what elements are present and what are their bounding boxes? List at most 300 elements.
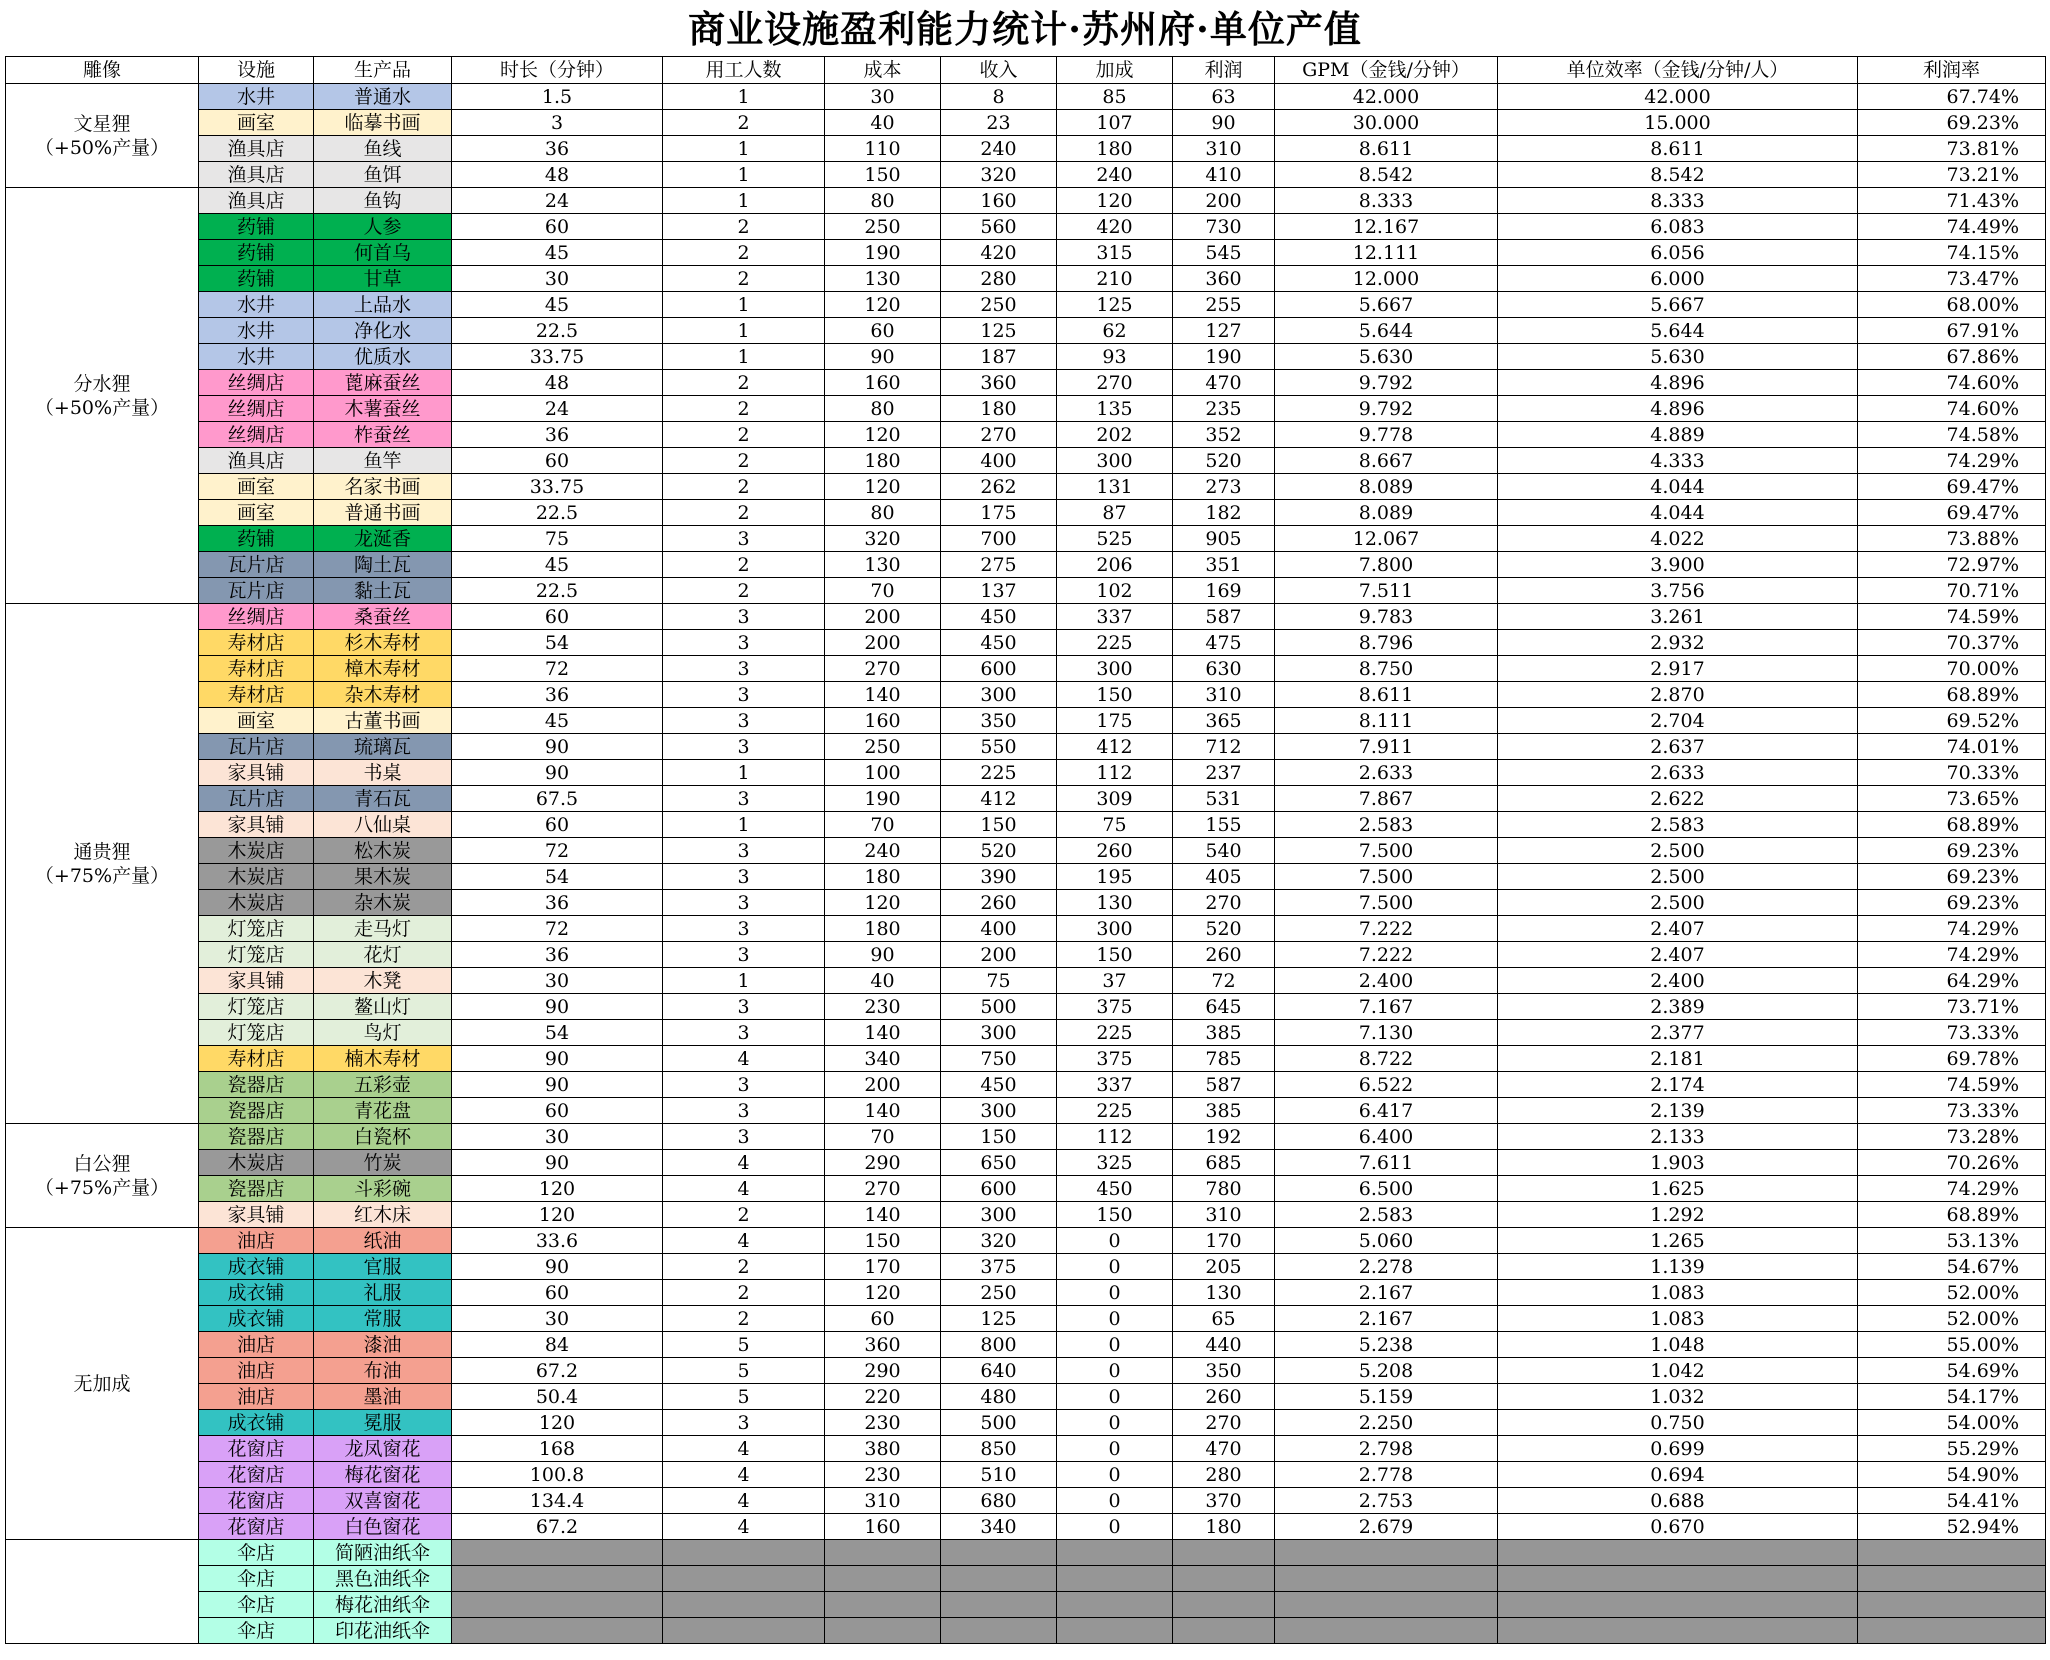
duration-cell: 67.2	[452, 1514, 663, 1540]
bonus-cell: 62	[1057, 318, 1173, 344]
facility-cell: 伞店	[199, 1618, 314, 1644]
margin-cell: 74.15%	[1858, 240, 2046, 266]
duration-cell: 54	[452, 1020, 663, 1046]
bonus-cell: 0	[1057, 1228, 1173, 1254]
gpm-cell: 7.800	[1275, 552, 1498, 578]
facility-cell: 丝绸店	[199, 604, 314, 630]
product-cell: 青花盘	[314, 1098, 452, 1124]
profit-cell: 587	[1173, 1072, 1275, 1098]
profit-cell: 587	[1173, 604, 1275, 630]
gpm-cell: 2.400	[1275, 968, 1498, 994]
cost-cell: 180	[825, 916, 941, 942]
product-cell: 常服	[314, 1306, 452, 1332]
duration-cell: 36	[452, 682, 663, 708]
table-row	[6, 1020, 2046, 1046]
profit-cell: 352	[1173, 422, 1275, 448]
table-row	[6, 1358, 2046, 1384]
cost-cell: 170	[825, 1254, 941, 1280]
unit-efficiency-cell: 1.083	[1498, 1306, 1858, 1332]
bonus-cell: 309	[1057, 786, 1173, 812]
revenue-cell: 125	[941, 318, 1057, 344]
product-cell: 杂木炭	[314, 890, 452, 916]
workers-cell: 4	[663, 1488, 825, 1514]
gpm-cell: 9.792	[1275, 396, 1498, 422]
gpm-cell: 5.630	[1275, 344, 1498, 370]
margin-cell: 52.00%	[1858, 1280, 2046, 1306]
duration-cell: 72	[452, 656, 663, 682]
facility-cell: 画室	[199, 708, 314, 734]
duration-cell: 45	[452, 552, 663, 578]
margin-cell: 68.89%	[1858, 1202, 2046, 1228]
facility-cell: 药铺	[199, 214, 314, 240]
profit-cell: 237	[1173, 760, 1275, 786]
product-cell: 梅花窗花	[314, 1462, 452, 1488]
workers-cell: 3	[663, 864, 825, 890]
statue-group-cell	[6, 1124, 199, 1228]
bonus-cell: 37	[1057, 968, 1173, 994]
duration-cell: 60	[452, 1098, 663, 1124]
product-cell: 龙凤窗花	[314, 1436, 452, 1462]
gpm-cell: 8.111	[1275, 708, 1498, 734]
cost-cell: 190	[825, 240, 941, 266]
empty-cell	[663, 1566, 825, 1592]
cost-cell: 60	[825, 1306, 941, 1332]
table-row	[6, 1566, 2046, 1592]
facility-cell: 药铺	[199, 266, 314, 292]
revenue-cell: 240	[941, 136, 1057, 162]
gpm-cell: 2.778	[1275, 1462, 1498, 1488]
empty-cell	[663, 1540, 825, 1566]
workers-cell: 2	[663, 1306, 825, 1332]
cost-cell: 140	[825, 1020, 941, 1046]
facility-cell: 丝绸店	[199, 422, 314, 448]
table-row	[6, 1488, 2046, 1514]
cost-cell: 120	[825, 422, 941, 448]
cost-cell: 90	[825, 344, 941, 370]
workers-cell: 2	[663, 1202, 825, 1228]
bonus-cell: 0	[1057, 1306, 1173, 1332]
revenue-cell: 680	[941, 1488, 1057, 1514]
revenue-cell: 275	[941, 552, 1057, 578]
unit-efficiency-cell: 1.139	[1498, 1254, 1858, 1280]
table-row	[6, 1254, 2046, 1280]
bonus-cell: 135	[1057, 396, 1173, 422]
profit-cell: 360	[1173, 266, 1275, 292]
statue-bonus: （+50%产量）	[34, 136, 170, 159]
unit-efficiency-cell: 2.583	[1498, 812, 1858, 838]
facility-cell: 花窗店	[199, 1488, 314, 1514]
profit-cell: 90	[1173, 110, 1275, 136]
bonus-cell: 75	[1057, 812, 1173, 838]
product-cell: 楠木寿材	[314, 1046, 452, 1072]
workers-cell: 3	[663, 786, 825, 812]
cost-cell: 380	[825, 1436, 941, 1462]
facility-cell: 渔具店	[199, 188, 314, 214]
gpm-cell: 8.796	[1275, 630, 1498, 656]
unit-efficiency-cell: 8.333	[1498, 188, 1858, 214]
cost-cell: 80	[825, 188, 941, 214]
bonus-cell: 112	[1057, 1124, 1173, 1150]
header-workers: 用工人数	[663, 57, 825, 84]
statue-bonus: （+75%产量）	[34, 1176, 170, 1199]
empty-cell	[1057, 1618, 1173, 1644]
product-cell: 印花油纸伞	[314, 1618, 452, 1644]
workers-cell: 4	[663, 1514, 825, 1540]
duration-cell: 90	[452, 1150, 663, 1176]
empty-cell	[452, 1592, 663, 1618]
bonus-cell: 0	[1057, 1358, 1173, 1384]
facility-cell: 水井	[199, 84, 314, 110]
facility-cell: 成衣铺	[199, 1280, 314, 1306]
product-cell: 名家书画	[314, 474, 452, 500]
gpm-cell: 2.583	[1275, 1202, 1498, 1228]
unit-efficiency-cell: 2.500	[1498, 838, 1858, 864]
cost-cell: 200	[825, 630, 941, 656]
workers-cell: 3	[663, 916, 825, 942]
header-profit: 利润	[1173, 57, 1275, 84]
table-row	[6, 1098, 2046, 1124]
gpm-cell: 8.611	[1275, 682, 1498, 708]
unit-efficiency-cell: 3.900	[1498, 552, 1858, 578]
duration-cell: 60	[452, 214, 663, 240]
empty-cell	[1275, 1540, 1498, 1566]
facility-cell: 渔具店	[199, 448, 314, 474]
cost-cell: 130	[825, 552, 941, 578]
facility-cell: 花窗店	[199, 1514, 314, 1540]
unit-efficiency-cell: 6.083	[1498, 214, 1858, 240]
workers-cell: 3	[663, 604, 825, 630]
bonus-cell: 87	[1057, 500, 1173, 526]
product-cell: 青石瓦	[314, 786, 452, 812]
bonus-cell: 225	[1057, 630, 1173, 656]
workers-cell: 1	[663, 344, 825, 370]
gpm-cell: 12.067	[1275, 526, 1498, 552]
revenue-cell: 200	[941, 942, 1057, 968]
profit-cell: 155	[1173, 812, 1275, 838]
unit-efficiency-cell: 2.917	[1498, 656, 1858, 682]
facility-cell: 油店	[199, 1384, 314, 1410]
unit-efficiency-cell: 1.265	[1498, 1228, 1858, 1254]
workers-cell: 2	[663, 240, 825, 266]
statue-group-cell	[6, 604, 199, 1124]
unit-efficiency-cell: 2.389	[1498, 994, 1858, 1020]
cost-cell: 250	[825, 734, 941, 760]
workers-cell: 1	[663, 318, 825, 344]
cost-cell: 200	[825, 604, 941, 630]
gpm-cell: 30.000	[1275, 110, 1498, 136]
bonus-cell: 0	[1057, 1514, 1173, 1540]
facility-cell: 灯笼店	[199, 994, 314, 1020]
margin-cell: 54.17%	[1858, 1384, 2046, 1410]
profit-cell: 260	[1173, 1384, 1275, 1410]
table-row	[6, 84, 2046, 110]
margin-cell: 54.69%	[1858, 1358, 2046, 1384]
revenue-cell: 340	[941, 1514, 1057, 1540]
revenue-cell: 600	[941, 1176, 1057, 1202]
facility-cell: 伞店	[199, 1592, 314, 1618]
unit-efficiency-cell: 4.896	[1498, 396, 1858, 422]
bonus-cell: 412	[1057, 734, 1173, 760]
margin-cell: 64.29%	[1858, 968, 2046, 994]
bonus-cell: 270	[1057, 370, 1173, 396]
workers-cell: 3	[663, 1020, 825, 1046]
product-cell: 黏土瓦	[314, 578, 452, 604]
profit-cell: 273	[1173, 474, 1275, 500]
cost-cell: 340	[825, 1046, 941, 1072]
duration-cell: 60	[452, 448, 663, 474]
duration-cell: 67.2	[452, 1358, 663, 1384]
facility-cell: 家具铺	[199, 1202, 314, 1228]
gpm-cell: 2.167	[1275, 1306, 1498, 1332]
product-cell: 柞蚕丝	[314, 422, 452, 448]
revenue-cell: 280	[941, 266, 1057, 292]
facility-cell: 成衣铺	[199, 1254, 314, 1280]
margin-cell: 70.00%	[1858, 656, 2046, 682]
cost-cell: 320	[825, 526, 941, 552]
table-row	[6, 708, 2046, 734]
product-cell: 甘草	[314, 266, 452, 292]
bonus-cell: 131	[1057, 474, 1173, 500]
unit-efficiency-cell: 2.932	[1498, 630, 1858, 656]
table-row	[6, 838, 2046, 864]
empty-cell	[941, 1566, 1057, 1592]
table-row	[6, 942, 2046, 968]
cost-cell: 110	[825, 136, 941, 162]
profit-cell: 190	[1173, 344, 1275, 370]
gpm-cell: 7.511	[1275, 578, 1498, 604]
workers-cell: 2	[663, 1254, 825, 1280]
facility-cell: 花窗店	[199, 1436, 314, 1462]
product-cell: 木凳	[314, 968, 452, 994]
unit-efficiency-cell: 1.048	[1498, 1332, 1858, 1358]
duration-cell: 33.6	[452, 1228, 663, 1254]
duration-cell: 45	[452, 708, 663, 734]
margin-cell: 55.00%	[1858, 1332, 2046, 1358]
duration-cell: 33.75	[452, 474, 663, 500]
gpm-cell: 7.222	[1275, 916, 1498, 942]
profit-cell: 351	[1173, 552, 1275, 578]
facility-cell: 木炭店	[199, 890, 314, 916]
margin-cell: 70.37%	[1858, 630, 2046, 656]
header-facility: 设施	[199, 57, 314, 84]
gpm-cell: 8.611	[1275, 136, 1498, 162]
revenue-cell: 300	[941, 1202, 1057, 1228]
header-statue: 雕像	[6, 57, 199, 84]
unit-efficiency-cell: 2.407	[1498, 916, 1858, 942]
workers-cell: 5	[663, 1358, 825, 1384]
table-row	[6, 1124, 2046, 1150]
gpm-cell: 5.238	[1275, 1332, 1498, 1358]
cost-cell: 120	[825, 474, 941, 500]
unit-efficiency-cell: 5.630	[1498, 344, 1858, 370]
unit-efficiency-cell: 4.333	[1498, 448, 1858, 474]
product-cell: 杂木寿材	[314, 682, 452, 708]
profit-cell: 350	[1173, 1358, 1275, 1384]
revenue-cell: 400	[941, 448, 1057, 474]
table-row	[6, 1592, 2046, 1618]
table-row	[6, 578, 2046, 604]
revenue-cell: 320	[941, 162, 1057, 188]
workers-cell: 2	[663, 448, 825, 474]
table-row	[6, 474, 2046, 500]
workers-cell: 3	[663, 1098, 825, 1124]
empty-cell	[1173, 1618, 1275, 1644]
bonus-cell: 120	[1057, 188, 1173, 214]
profit-cell: 730	[1173, 214, 1275, 240]
header-product: 生产品	[314, 57, 452, 84]
product-cell: 五彩壶	[314, 1072, 452, 1098]
margin-cell: 73.71%	[1858, 994, 2046, 1020]
cost-cell: 140	[825, 682, 941, 708]
duration-cell: 24	[452, 396, 663, 422]
revenue-cell: 350	[941, 708, 1057, 734]
product-cell: 何首乌	[314, 240, 452, 266]
product-cell: 琉璃瓦	[314, 734, 452, 760]
cost-cell: 70	[825, 578, 941, 604]
profit-cell: 63	[1173, 84, 1275, 110]
revenue-cell: 400	[941, 916, 1057, 942]
margin-cell: 73.28%	[1858, 1124, 2046, 1150]
statue-bonus: （+75%产量）	[34, 864, 170, 887]
revenue-cell: 550	[941, 734, 1057, 760]
profit-cell: 470	[1173, 370, 1275, 396]
header-margin: 利润率	[1858, 57, 2046, 84]
bonus-cell: 315	[1057, 240, 1173, 266]
empty-cell	[1173, 1566, 1275, 1592]
margin-cell: 70.33%	[1858, 760, 2046, 786]
table-row	[6, 968, 2046, 994]
margin-cell: 68.89%	[1858, 682, 2046, 708]
facility-cell: 木炭店	[199, 1150, 314, 1176]
bonus-cell: 0	[1057, 1254, 1173, 1280]
cost-cell: 140	[825, 1202, 941, 1228]
profit-cell: 385	[1173, 1020, 1275, 1046]
cost-cell: 250	[825, 214, 941, 240]
workers-cell: 1	[663, 84, 825, 110]
table-row	[6, 1540, 2046, 1566]
duration-cell: 22.5	[452, 500, 663, 526]
empty-cell	[1057, 1540, 1173, 1566]
cost-cell: 290	[825, 1358, 941, 1384]
bonus-cell: 150	[1057, 942, 1173, 968]
cost-cell: 60	[825, 318, 941, 344]
gpm-cell: 8.089	[1275, 474, 1498, 500]
gpm-cell: 8.542	[1275, 162, 1498, 188]
empty-cell	[825, 1540, 941, 1566]
margin-cell: 69.23%	[1858, 890, 2046, 916]
product-cell: 鸟灯	[314, 1020, 452, 1046]
empty-cell	[1858, 1618, 2046, 1644]
margin-cell: 74.29%	[1858, 448, 2046, 474]
profit-cell: 270	[1173, 1410, 1275, 1436]
margin-cell: 73.33%	[1858, 1098, 2046, 1124]
cost-cell: 120	[825, 292, 941, 318]
table-row	[6, 1046, 2046, 1072]
profit-cell: 712	[1173, 734, 1275, 760]
product-cell: 墨油	[314, 1384, 452, 1410]
table-row	[6, 500, 2046, 526]
unit-efficiency-cell: 3.756	[1498, 578, 1858, 604]
facility-cell: 灯笼店	[199, 916, 314, 942]
bonus-cell: 0	[1057, 1436, 1173, 1462]
table-row	[6, 1384, 2046, 1410]
table-row	[6, 266, 2046, 292]
product-cell: 上品水	[314, 292, 452, 318]
table-row	[6, 1202, 2046, 1228]
table-row	[6, 162, 2046, 188]
duration-cell: 90	[452, 760, 663, 786]
gpm-cell: 9.792	[1275, 370, 1498, 396]
margin-cell: 74.59%	[1858, 1072, 2046, 1098]
cost-cell: 160	[825, 1514, 941, 1540]
header-bonus: 加成	[1057, 57, 1173, 84]
bonus-cell: 337	[1057, 1072, 1173, 1098]
bonus-cell: 175	[1057, 708, 1173, 734]
duration-cell: 48	[452, 162, 663, 188]
duration-cell: 30	[452, 266, 663, 292]
bonus-cell: 260	[1057, 838, 1173, 864]
revenue-cell: 125	[941, 1306, 1057, 1332]
workers-cell: 3	[663, 682, 825, 708]
margin-cell: 67.91%	[1858, 318, 2046, 344]
facility-cell: 寿材店	[199, 630, 314, 656]
empty-cell	[1498, 1592, 1858, 1618]
bonus-cell: 0	[1057, 1332, 1173, 1358]
facility-cell: 木炭店	[199, 838, 314, 864]
header-duration: 时长（分钟）	[452, 57, 663, 84]
unit-efficiency-cell: 15.000	[1498, 110, 1858, 136]
margin-cell: 68.00%	[1858, 292, 2046, 318]
gpm-cell: 12.111	[1275, 240, 1498, 266]
duration-cell: 90	[452, 734, 663, 760]
cost-cell: 40	[825, 968, 941, 994]
profit-cell: 470	[1173, 1436, 1275, 1462]
workers-cell: 3	[663, 1124, 825, 1150]
facility-cell: 灯笼店	[199, 1020, 314, 1046]
product-cell: 鱼钩	[314, 188, 452, 214]
gpm-cell: 42.000	[1275, 84, 1498, 110]
profit-cell: 72	[1173, 968, 1275, 994]
statue-group-cell	[6, 188, 199, 604]
profit-cell: 170	[1173, 1228, 1275, 1254]
unit-efficiency-cell: 4.044	[1498, 474, 1858, 500]
cost-cell: 130	[825, 266, 941, 292]
bonus-cell: 420	[1057, 214, 1173, 240]
gpm-cell: 2.798	[1275, 1436, 1498, 1462]
bonus-cell: 150	[1057, 1202, 1173, 1228]
bonus-cell: 102	[1057, 578, 1173, 604]
table-row	[6, 422, 2046, 448]
bonus-cell: 0	[1057, 1462, 1173, 1488]
table-row	[6, 1306, 2046, 1332]
unit-efficiency-cell: 1.042	[1498, 1358, 1858, 1384]
revenue-cell: 8	[941, 84, 1057, 110]
table-row	[6, 110, 2046, 136]
product-cell: 蓖麻蚕丝	[314, 370, 452, 396]
product-cell: 白色窗花	[314, 1514, 452, 1540]
revenue-cell: 187	[941, 344, 1057, 370]
table-body	[6, 84, 2046, 1644]
empty-cell	[825, 1592, 941, 1618]
margin-cell: 69.23%	[1858, 110, 2046, 136]
statue-group-cell	[6, 84, 199, 188]
facility-cell: 伞店	[199, 1540, 314, 1566]
workers-cell: 4	[663, 1150, 825, 1176]
product-cell: 布油	[314, 1358, 452, 1384]
bonus-cell: 130	[1057, 890, 1173, 916]
cost-cell: 70	[825, 1124, 941, 1150]
cost-cell: 150	[825, 1228, 941, 1254]
